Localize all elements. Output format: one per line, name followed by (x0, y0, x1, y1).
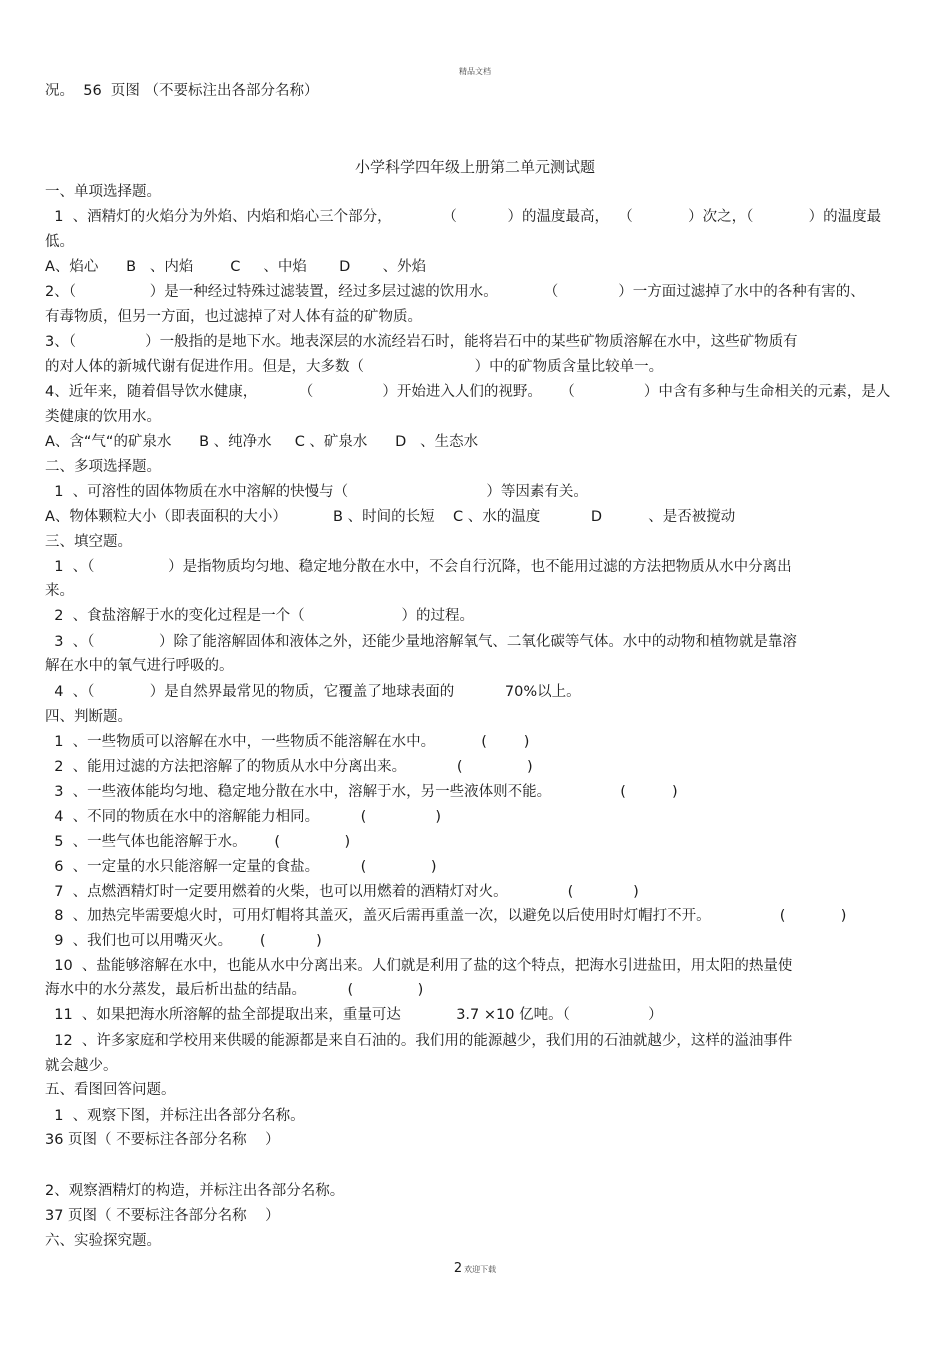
question-line: 9 、我们也可以用嘴灭火。 ( ) (45, 933, 322, 949)
question-line: 2 、食盐溶解于水的变化过程是一个（ ）的过程。 (45, 608, 474, 624)
header-watermark: 精品文档 (459, 67, 491, 76)
options-line: A、焰心 B 、内焰 C 、中焰 D 、外焰 (45, 259, 427, 275)
section-heading-true-false: 四、判断题。 (45, 709, 132, 725)
question-line: 的对人体的新城代谢有促进作用。但是，大多数（ ）中的矿物质含量比较单一。 (45, 359, 664, 375)
question-line: 8 、加热完毕需要熄火时，可用灯帽将其盖灭，盖灭后需再重盖一次，以避免以后使用时灯帽打不开。 ( ) (45, 908, 847, 924)
question-line: 10 、盐能够溶解在水中，也能从水中分离出来。人们就是利用了盐的这个特点，把海水引进盐田，用太阳的热量使 (45, 958, 793, 974)
top-line: 况。 56 页图 （不要标注出各部分名称） (45, 83, 319, 99)
question-line: 低。 (45, 234, 74, 250)
question-line: 1 、可溶性的固体物质在水中溶解的快慢与（ ）等因素有关。 (45, 484, 588, 500)
question-line: 2 、能用过滤的方法把溶解了的物质从水中分离出来。 ( ) (45, 759, 533, 775)
question-line: 36 页图（ 不要标注各部分名称 ） (45, 1132, 280, 1148)
page-number: 2 (453, 1261, 463, 1276)
question-line: 3 、一些液体能均匀地、稳定地分散在水中，溶解于水，另一些液体则不能。 ( ) (45, 784, 678, 800)
section-heading-fill-blank: 三、填空题。 (45, 534, 132, 550)
section-heading-experiment: 六、实验探究题。 (45, 1233, 161, 1249)
question-line: 7 、点燃酒精灯时一定要用燃着的火柴，也可以用燃着的酒精灯对火。 ( ) (45, 884, 639, 900)
question-line: 3、（ ）一般指的是地下水。地表深层的水流经岩石时，能将岩石中的某些矿物质溶解在水中，这些矿物质有 (45, 334, 798, 350)
question-line: 1 、酒精灯的火焰分为外焰、内焰和焰心三个部分， （ ）的温度最高， （ ）次之，（ ）的温度最 (45, 209, 882, 225)
options-line: A、含“气“的矿泉水 B 、纯净水 C 、矿泉水 D 、生态水 (45, 434, 479, 450)
question-line: 11 、如果把海水所溶解的盐全部提取出来，重量可达 3.7 ×10 亿吨。（ ） (45, 1007, 663, 1023)
question-line: 类健康的饮用水。 (45, 409, 161, 425)
question-line: 解在水中的氧气进行呼吸的。 (45, 658, 234, 674)
question-line: 2、（ ）是一种经过特殊过滤装置，经过多层过滤的饮用水。 （ ）一方面过滤掉了水中的各种有害的、 (45, 284, 865, 300)
section-heading-picture-questions: 五、看图回答问题。 (45, 1082, 176, 1098)
question-line: 来。 (45, 583, 74, 599)
question-line: 就会越少。 (45, 1058, 118, 1074)
question-line: 3 、（ ）除了能溶解固体和液体之外，还能少量地溶解氧气、二氧化碳等气体。水中的动物和植物就是靠溶 (45, 634, 797, 650)
question-line: 4、近年来，随着倡导饮水健康， （ ）开始进入人们的视野。 （ ）中含有多种与生命相关的元素，是人 (45, 384, 891, 400)
footer-note: 欢迎下载 (464, 1265, 497, 1274)
question-line: 1 、一些物质可以溶解在水中，一些物质不能溶解在水中。 ( ) (45, 734, 530, 750)
question-line: 4 、（ ）是自然界最常见的物质，它覆盖了地球表面的 70%以上。 (45, 684, 581, 700)
options-line: A、物体颗粒大小（即表面积的大小） B 、时间的长短 C 、水的温度 D 、是否被搅动 (45, 509, 736, 525)
section-heading-multiple-choice: 二、多项选择题。 (45, 459, 161, 475)
section-heading-single-choice: 一、单项选择题。 (45, 184, 161, 200)
document-title: 小学科学四年级上册第二单元测试题 (354, 158, 595, 176)
question-line: 海水中的水分蒸发，最后析出盐的结晶。 ( ) (45, 982, 424, 998)
question-line: 37 页图（ 不要标注各部分名称 ） (45, 1208, 280, 1224)
question-line: 1 、（ ）是指物质均匀地、稳定地分散在水中，不会自行沉降，也不能用过滤的方法把物质从水中分离出 (45, 559, 792, 575)
question-line: 4 、不同的物质在水中的溶解能力相同。 ( ) (45, 809, 442, 825)
question-line: 1 、观察下图，并标注出各部分名称。 (45, 1108, 305, 1124)
question-line: 2、观察酒精灯的构造，并标注出各部分名称。 (45, 1183, 345, 1199)
page-footer (0, 1261, 950, 1276)
question-line: 有毒物质，但另一方面，也过滤掉了对人体有益的矿物质。 (45, 309, 422, 325)
question-line: 12 、许多家庭和学校用来供暖的能源都是来自石油的。我们用的能源越少，我们用的石油就越少，这样的溢油事件 (45, 1033, 793, 1049)
question-line: 5 、一些气体也能溶解于水。 ( ) (45, 834, 351, 850)
question-line: 6 、一定量的水只能溶解一定量的食盐。 ( ) (45, 859, 437, 875)
